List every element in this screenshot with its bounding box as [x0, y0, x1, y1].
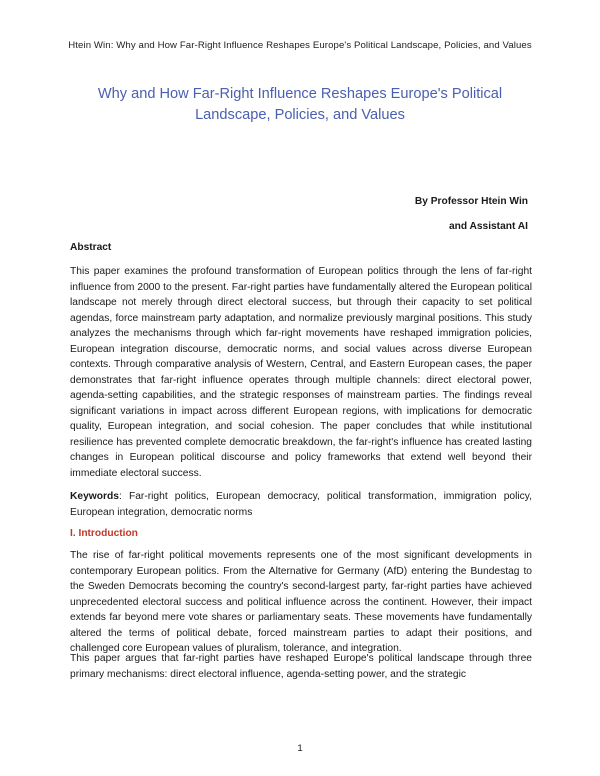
paper-title: Why and How Far-Right Influence Reshapes Europe's Political Landscape, Policies, and Values — [97, 86, 503, 123]
author-byline: By Professor Htein Win — [414, 196, 528, 207]
keywords-text: : Far-right politics, European democracy, political transformation, immigration policy, European integration, democratic norms — [70, 491, 532, 518]
abstract-heading: Abstract — [70, 242, 112, 253]
introduction-paragraph-2: This paper argues that far-right parties have reshaped Europe's political landscape through three primary mechanisms: direct electoral influence, agenda-setting power, and the strategic — [70, 653, 532, 680]
keywords-label: Keywords — [70, 491, 119, 502]
introduction-paragraph-1: The rise of far-right political movements represents one of the most significant developments in contemporary European politics. From the Alternative for Germany (AfD) entering the Bundestag to the Sweden Democrats becoming the country's second-largest party, far-right parties have achieved unprecedented electoral success and political influence across the continent. However, their impact extends far beyond mere vote shares or parliamentary seats. These movements have fundamentally altered the terms of political debate, forced mainstream parties to adapt their positions, and challenged core European values of pluralism, tolerance, and integration. — [70, 550, 532, 654]
running-header: Htein Win: Why and How Far-Right Influence Reshapes Europe's Political Landscape, Policies, and Values — [68, 40, 532, 51]
author-byline-second-line: and Assistant AI — [448, 221, 528, 232]
keywords-paragraph — [70, 489, 532, 520]
page-number: 1 — [297, 743, 303, 754]
section-heading-introduction: I. Introduction — [70, 528, 138, 539]
abstract-text: This paper examines the profound transformation of European politics through the lens of far-right influence from 2000 to the present. Far-right parties have fundamentally altered the European political landscape not merely through direct electoral success, but through their capacity to set political agendas, force mainstream party adaptation, and normalize previously marginal positions. This study analyzes the mechanisms through which far-right movements have reshaped immigration policies, European integration discourse, democratic norms, and social values across diverse European contexts. Through comparative analysis of Western, Central, and Eastern European cases, the paper demonstrates that far-right influence operates through multiple channels: direct electoral power, agenda-setting capabilities, and the strategic responses of mainstream parties. The findings reveal significant variations in impact across different European regions, with implications for democratic quality, European integration, and social cohesion. The paper concludes that while institutional resilience has prevented complete democratic breakdown, the far-right's influence has created lasting changes in European political discourse and policy frameworks that extend well beyond their immediate electoral success. — [70, 266, 532, 479]
